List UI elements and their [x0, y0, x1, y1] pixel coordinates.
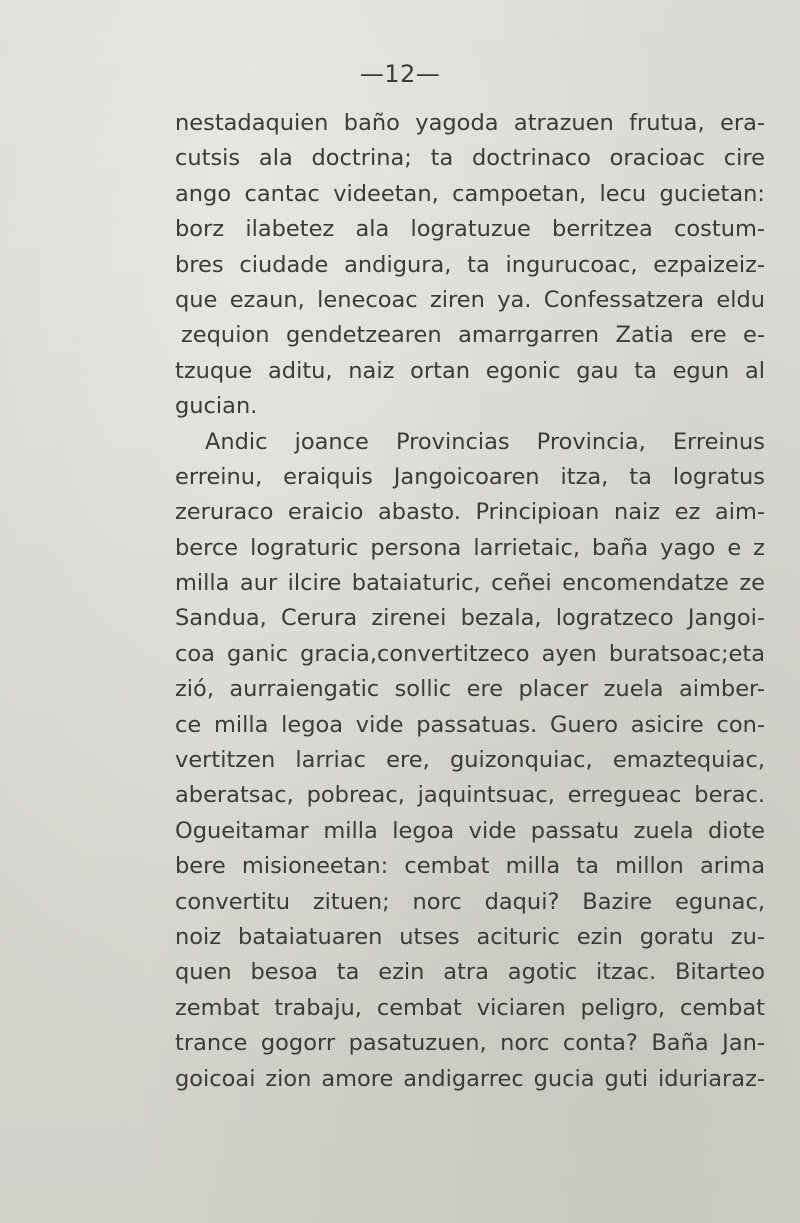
text-line: tzuque aditu, naiz ortan egonic gau ta egun al: [175, 357, 765, 384]
text-line: borz ilabetez ala logratuzue berritzea costum-: [175, 216, 765, 243]
text-line: Ogueitamar milla legoa vide passatu zuela diote: [175, 817, 765, 844]
text-line: nestadaquien baño yagoda atrazuen frutua, era-: [175, 110, 765, 136]
text-line: que ezaun, lenecoac ziren ya. Confessatzera eldu: [175, 286, 765, 313]
text-line: bres ciudade andigura, ta ingurucoac, ezpaizeiz-: [175, 251, 765, 278]
text-line: quen besoa ta ezin atra agotic itzac. Bitarteo: [175, 959, 765, 986]
text-line: Andic joance Provincias Provincia, Erreinus: [205, 428, 765, 455]
text-line: ango cantac videetan, campoetan, lecu gucietan:: [175, 180, 765, 207]
text-line: berce lograturic persona larrietaic, baña yago e z: [175, 534, 765, 561]
page-number: —12—: [359, 60, 441, 88]
text-line: noiz bataiatuaren utses acituric ezin goratu zu-: [175, 923, 765, 950]
text-line: zembat trabaju, cembat viciaren peligro, cembat: [175, 994, 765, 1021]
text-line: coa ganic gracia,convertitzeco ayen buratsoac;eta: [175, 640, 765, 667]
text-line: trance gogorr pasatuzuen, norc conta? Baña Jan-: [175, 1030, 765, 1057]
text-line: bere misioneetan: cembat milla ta millon arima: [175, 853, 765, 880]
text-line: milla aur ilcire bataiaturic, ceñei encomendatze ze: [175, 570, 765, 597]
text-line: Sandua, Cerura zirenei bezala, logratzeco Jangoi-: [175, 605, 765, 632]
text-line: cutsis ala doctrina; ta doctrinaco oracioac cire: [175, 145, 765, 172]
text-line: gucian.: [175, 393, 258, 420]
text-line: aberatsac, pobreac, jaquintsuac, erregueac berac.: [175, 782, 765, 809]
text-line: vertitzen larriac ere, guizonquiac, emaztequiac,: [175, 747, 765, 774]
text-line: goicoai zion amore andigarrec gucia guti iduriaraz-: [175, 1065, 765, 1092]
page-text: [175, 106, 765, 1097]
text-line: convertitu zituen; norc daqui? Bazire egunac,: [175, 888, 765, 915]
text-line: zequion gendetzearen amarrgarren Zatia ere e-: [181, 322, 765, 349]
text-line: ce milla legoa vide passatuas. Guero asicire con-: [175, 711, 765, 738]
text-line: erreinu, eraiquis Jangoicoaren itza, ta logratus: [175, 463, 765, 490]
text-line: zeruraco eraicio abasto. Principioan naiz ez aim-: [175, 499, 765, 526]
text-line: zió, aurraiengatic sollic ere placer zuela aimber-: [175, 676, 765, 703]
